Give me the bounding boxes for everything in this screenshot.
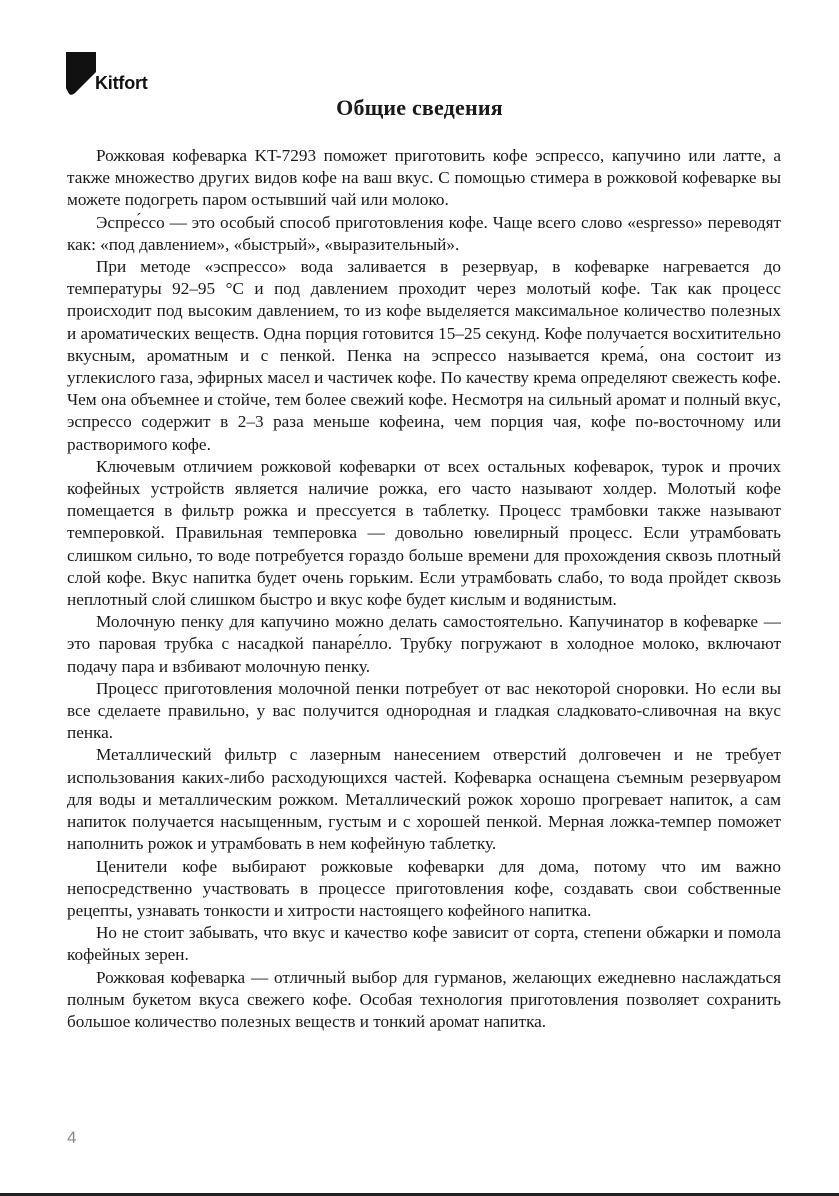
paragraph: Металлический фильтр с лазерным нанесением отверстий долговечен и не требует использования каких-либо расходующихся частей. Кофеварка оснащена съемным резервуаром для воды и металлическим рожком. Металлический рожок хорошо прогревает напиток, а сам напиток получается насыщенным, густым и с хорошей пенкой. Мерная ложка-темпер поможет наполнить рожок и утрамбовать в нем кофейную таблетку. — [67, 745, 781, 854]
paragraph: Молочную пенку для капучино можно делать самостоятельно. Капучинатор в кофеварке — это паровая трубка с насадкой панаре́лло. Трубку погружают в холодное молоко, включают подачу пара и взбивают молочную пенку. — [67, 612, 781, 676]
page-number: 4 — [67, 1128, 77, 1147]
kitfort-logo-icon — [66, 52, 96, 96]
paragraph: Рожковая кофеварка — отличный выбор для гурманов, желающих ежедневно наслаждаться полным букетом вкуса свежего кофе. Особая технология приготовления позволяет сохранить большое количество полезных веществ и тонкий аромат напитка. — [67, 967, 781, 1031]
paragraph: При методе «эспрессо» вода заливается в резервуар, в кофеварке нагревается до температуры 92–95 °C и под давлением проходит через молотый кофе. Так как процесс происходит под высоким давлением, то из кофе выделяется максимальное количество полезных и ароматических веществ. Одна порция готовится 15–25 секунд. Кофе получается восхитительно вкусным, ароматным и с пенкой. Пенка на эспрессо называется крема́, она состоит из углекислого газа, эфирных масел и частичек кофе. По качеству крема определяют свежесть кофе. Чем она объемнее и стойче, тем более свежий кофе. Несмотря на сильный аромат и полный вкус, эспрессо содержит в 2–3 раза меньше кофеина, чем порция чая, кофе по-восточному или растворимого кофе. — [67, 257, 781, 454]
page-title: Общие сведения — [336, 95, 503, 120]
paragraph: Эспре́ссо — это особый способ приготовления кофе. Чаще всего слово «espresso» переводят как: «под давлением», «быстрый», «выразительный». — [67, 212, 781, 254]
brand-logo — [66, 52, 148, 96]
brand-name: Kitfort — [95, 73, 148, 93]
paragraph: Ценители кофе выбирают рожковые кофеварки для дома, потому что им важно непосредственно участвовать в процессе приготовления кофе, создавать свои собственные рецепты, узнавать тонкости и хитрости настоящего кофейного напитка. — [67, 856, 781, 920]
paragraph: Рожковая кофеварка KT-7293 поможет приготовить кофе эспрессо, капучино или латте, а также множество других видов кофе на ваш вкус. С помощью стимера в рожковой кофеварке вы можете подогреть паром остывший чай или молоко. — [67, 146, 781, 210]
document-body — [67, 145, 781, 1033]
paragraph: Процесс приготовления молочной пенки потребует от вас некоторой сноровки. Но если вы все сделаете правильно, у вас получится однородная и гладкая сладковато-сливочная на вкус пенка. — [67, 678, 781, 743]
paragraph: Но не стоит забывать, что вкус и качество кофе зависит от сорта, степени обжарки и помола кофейных зерен. — [67, 923, 781, 965]
paragraph: Ключевым отличием рожковой кофеварки от всех остальных кофеварок, турок и прочих кофейных устройств является наличие рожка, его часто называют холдер. Молотый кофе помещается в фильтр рожка и прессуется в таблетку. Процесс трамбовки также называют темперовкой. Правильная темперовка — довольно ювелирный процесс. Если утрамбовать слишком сильно, то воде потребуется гораздо больше времени для прохождения сквозь плотный слой кофе. Вкус напитка будет очень горьким. Если утрамбовать слабо, то вода пройдет сквозь неплотный слой слишком быстро и вкус кофе будет кислым и водянистым. — [67, 456, 781, 610]
